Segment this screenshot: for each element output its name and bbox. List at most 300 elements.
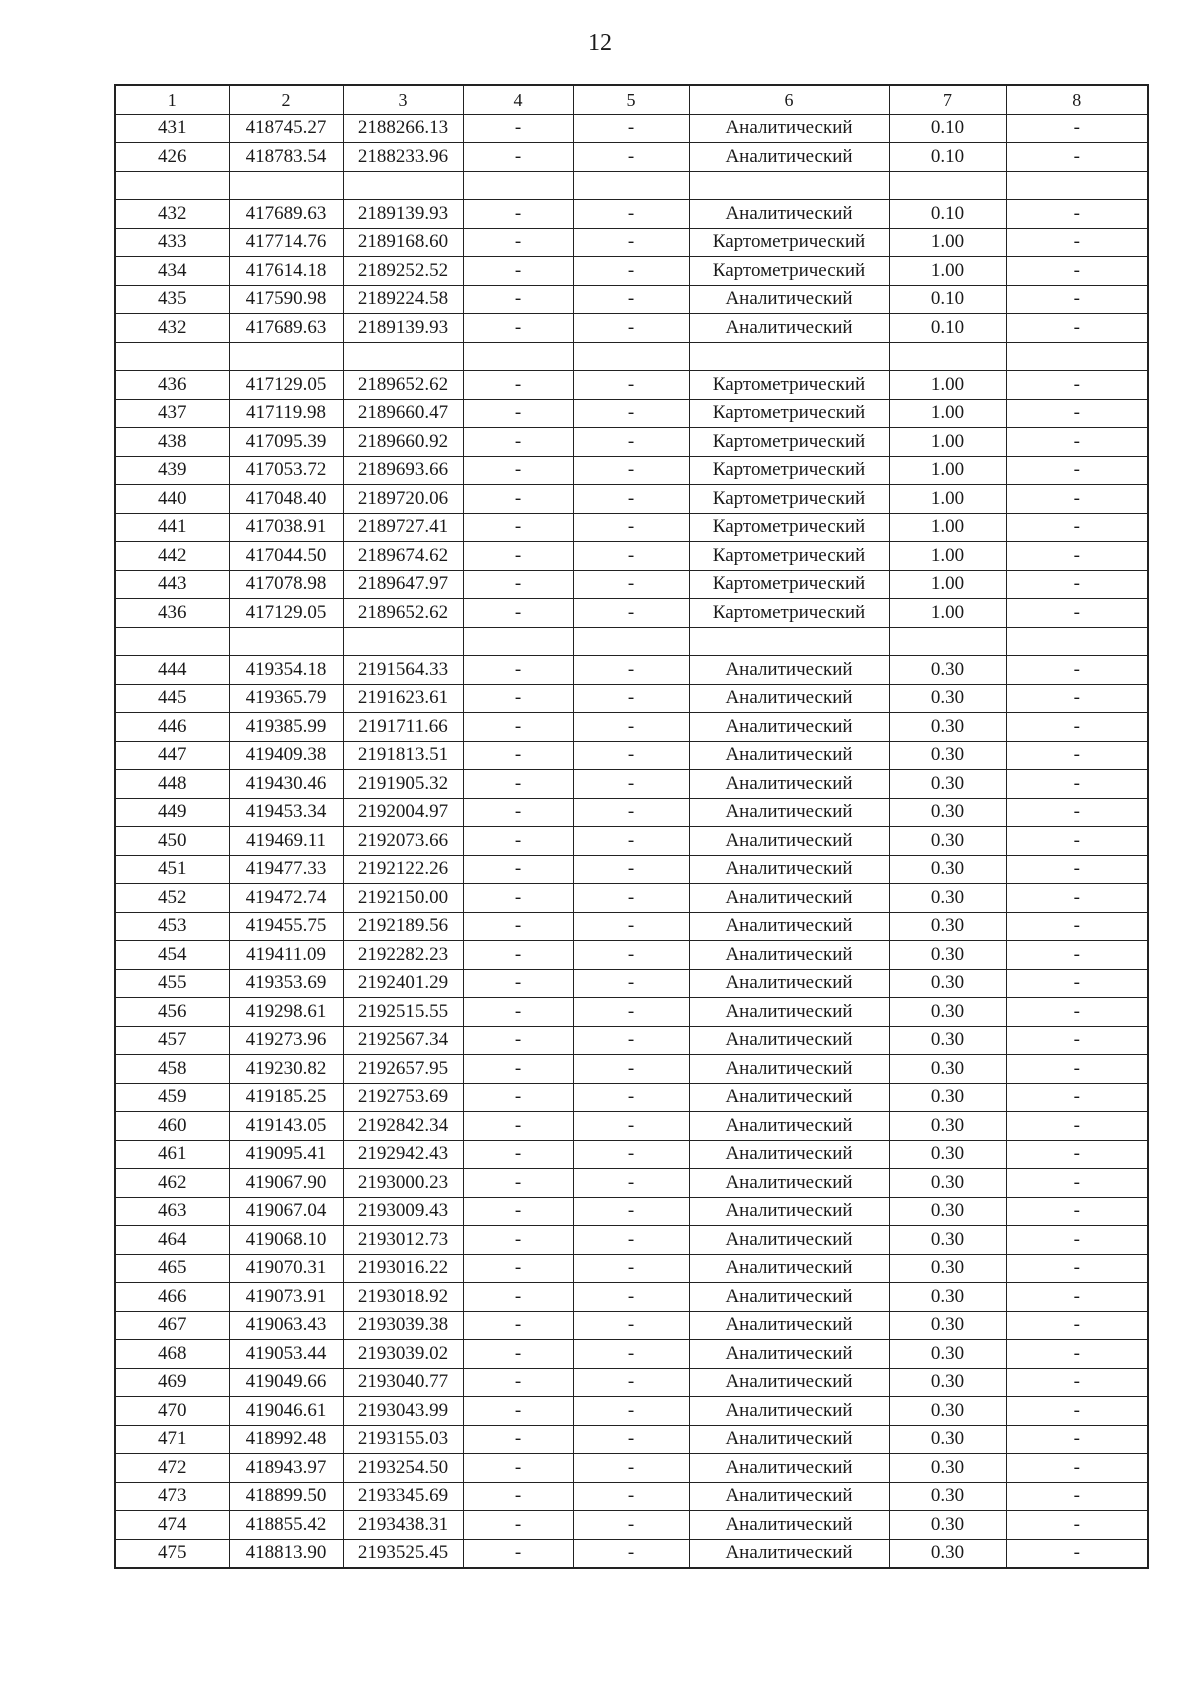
- method-cell: Аналитический: [689, 713, 889, 742]
- y-coordinate-cell: 2191564.33: [343, 656, 463, 685]
- point-number-cell: 456: [115, 998, 229, 1027]
- point-number-cell: 439: [115, 456, 229, 485]
- col5-cell: -: [573, 741, 689, 770]
- col5-cell: -: [573, 200, 689, 229]
- method-cell: Аналитический: [689, 1368, 889, 1397]
- x-coordinate-cell: 417590.98: [229, 285, 343, 314]
- x-coordinate-cell: 419298.61: [229, 998, 343, 1027]
- col8-cell: -: [1006, 371, 1148, 400]
- col4-cell: -: [463, 1340, 573, 1369]
- accuracy-cell: 0.30: [889, 741, 1006, 770]
- col4-cell: -: [463, 456, 573, 485]
- y-coordinate-cell: 2193345.69: [343, 1482, 463, 1511]
- col4-cell: -: [463, 570, 573, 599]
- accuracy-cell: 1.00: [889, 570, 1006, 599]
- point-number-cell: 465: [115, 1254, 229, 1283]
- point-number-cell: 453: [115, 912, 229, 941]
- col5-cell: -: [573, 1197, 689, 1226]
- col4-cell: -: [463, 713, 573, 742]
- x-coordinate-cell: 417119.98: [229, 399, 343, 428]
- x-coordinate-cell: 419353.69: [229, 969, 343, 998]
- y-coordinate-cell: 2188266.13: [343, 114, 463, 143]
- table-body: [115, 114, 1148, 1568]
- method-cell: Аналитический: [689, 798, 889, 827]
- table-row: [115, 114, 1148, 143]
- col4-cell: -: [463, 770, 573, 799]
- accuracy-cell: 1.00: [889, 542, 1006, 571]
- y-coordinate-cell: 2192189.56: [343, 912, 463, 941]
- y-coordinate-cell: 2193254.50: [343, 1454, 463, 1483]
- point-number-cell: 433: [115, 228, 229, 257]
- x-coordinate-cell: 419365.79: [229, 684, 343, 713]
- x-coordinate-cell: 417038.91: [229, 513, 343, 542]
- method-cell: Аналитический: [689, 1083, 889, 1112]
- method-cell: [689, 627, 889, 656]
- table-row: [115, 314, 1148, 343]
- col4-cell: -: [463, 1254, 573, 1283]
- y-coordinate-cell: 2192657.95: [343, 1055, 463, 1084]
- col5-cell: -: [573, 941, 689, 970]
- y-coordinate-cell: 2189652.62: [343, 371, 463, 400]
- table-row: [115, 257, 1148, 286]
- col5-cell: -: [573, 1482, 689, 1511]
- table-row: [115, 1169, 1148, 1198]
- x-coordinate-cell: 419453.34: [229, 798, 343, 827]
- method-cell: Аналитический: [689, 1511, 889, 1540]
- table-row: [115, 1283, 1148, 1312]
- col8-cell: -: [1006, 485, 1148, 514]
- x-coordinate-cell: 419073.91: [229, 1283, 343, 1312]
- method-cell: [689, 342, 889, 371]
- col8-cell: -: [1006, 1368, 1148, 1397]
- y-coordinate-cell: 2189168.60: [343, 228, 463, 257]
- accuracy-cell: 0.30: [889, 1397, 1006, 1426]
- point-number-cell: 457: [115, 1026, 229, 1055]
- accuracy-cell: 0.10: [889, 285, 1006, 314]
- col8-cell: -: [1006, 1311, 1148, 1340]
- x-coordinate-cell: 417129.05: [229, 599, 343, 628]
- y-coordinate-cell: 2192401.29: [343, 969, 463, 998]
- accuracy-cell: 0.30: [889, 1311, 1006, 1340]
- method-cell: Аналитический: [689, 969, 889, 998]
- table-row: [115, 1311, 1148, 1340]
- point-number-cell: 444: [115, 656, 229, 685]
- point-number-cell: 437: [115, 399, 229, 428]
- col4-cell: -: [463, 1226, 573, 1255]
- x-coordinate-cell: 418992.48: [229, 1425, 343, 1454]
- col5-cell: -: [573, 1511, 689, 1540]
- col8-cell: -: [1006, 684, 1148, 713]
- col5-cell: -: [573, 456, 689, 485]
- y-coordinate-cell: 2193016.22: [343, 1254, 463, 1283]
- point-number-cell: 440: [115, 485, 229, 514]
- point-number-cell: 455: [115, 969, 229, 998]
- col8-cell: -: [1006, 941, 1148, 970]
- accuracy-cell: 0.30: [889, 1083, 1006, 1112]
- col4-cell: -: [463, 599, 573, 628]
- method-cell: Аналитический: [689, 1539, 889, 1568]
- method-cell: Аналитический: [689, 1311, 889, 1340]
- table-row: [115, 1140, 1148, 1169]
- table-row: [115, 542, 1148, 571]
- y-coordinate-cell: 2189252.52: [343, 257, 463, 286]
- x-coordinate-cell: 419430.46: [229, 770, 343, 799]
- col5-cell: -: [573, 969, 689, 998]
- col8-cell: -: [1006, 542, 1148, 571]
- method-cell: Аналитический: [689, 770, 889, 799]
- y-coordinate-cell: 2192150.00: [343, 884, 463, 913]
- col4-cell: -: [463, 485, 573, 514]
- col5-cell: -: [573, 713, 689, 742]
- x-coordinate-cell: 419070.31: [229, 1254, 343, 1283]
- col4-cell: -: [463, 1112, 573, 1141]
- accuracy-cell: 0.30: [889, 1026, 1006, 1055]
- accuracy-cell: [889, 627, 1006, 656]
- table-row: [115, 1425, 1148, 1454]
- accuracy-cell: [889, 342, 1006, 371]
- y-coordinate-cell: 2192282.23: [343, 941, 463, 970]
- y-coordinate-cell: 2192942.43: [343, 1140, 463, 1169]
- point-number-cell: 443: [115, 570, 229, 599]
- col8-cell: -: [1006, 1539, 1148, 1568]
- col4-cell: -: [463, 884, 573, 913]
- col8-cell: -: [1006, 1454, 1148, 1483]
- y-coordinate-cell: 2191711.66: [343, 713, 463, 742]
- column-header-5: 5: [573, 85, 689, 114]
- col5-cell: -: [573, 1539, 689, 1568]
- point-number-cell: 473: [115, 1482, 229, 1511]
- col8-cell: -: [1006, 1112, 1148, 1141]
- y-coordinate-cell: 2191813.51: [343, 741, 463, 770]
- x-coordinate-cell: 419477.33: [229, 855, 343, 884]
- table-row: [115, 741, 1148, 770]
- col5-cell: -: [573, 485, 689, 514]
- accuracy-cell: 0.10: [889, 114, 1006, 143]
- accuracy-cell: 1.00: [889, 599, 1006, 628]
- y-coordinate-cell: 2192567.34: [343, 1026, 463, 1055]
- method-cell: Аналитический: [689, 684, 889, 713]
- table-row: [115, 656, 1148, 685]
- point-number-cell: 434: [115, 257, 229, 286]
- col5-cell: -: [573, 1368, 689, 1397]
- col4-cell: -: [463, 1197, 573, 1226]
- col8-cell: [1006, 342, 1148, 371]
- method-cell: Аналитический: [689, 1169, 889, 1198]
- table-row: [115, 428, 1148, 457]
- y-coordinate-cell: 2192073.66: [343, 827, 463, 856]
- col8-cell: [1006, 171, 1148, 200]
- col8-cell: -: [1006, 1425, 1148, 1454]
- point-number-cell: 474: [115, 1511, 229, 1540]
- column-header-2: 2: [229, 85, 343, 114]
- col5-cell: -: [573, 114, 689, 143]
- table-row: [115, 1112, 1148, 1141]
- method-cell: Картометрический: [689, 513, 889, 542]
- col4-cell: -: [463, 1169, 573, 1198]
- y-coordinate-cell: 2189720.06: [343, 485, 463, 514]
- col8-cell: -: [1006, 741, 1148, 770]
- col5-cell: -: [573, 314, 689, 343]
- table-row: [115, 200, 1148, 229]
- x-coordinate-cell: 419049.66: [229, 1368, 343, 1397]
- method-cell: Картометрический: [689, 599, 889, 628]
- table-row: [115, 969, 1148, 998]
- accuracy-cell: 1.00: [889, 513, 1006, 542]
- col5-cell: -: [573, 1055, 689, 1084]
- accuracy-cell: 0.30: [889, 1539, 1006, 1568]
- col4-cell: -: [463, 1454, 573, 1483]
- x-coordinate-cell: 418745.27: [229, 114, 343, 143]
- point-number-cell: 447: [115, 741, 229, 770]
- method-cell: Картометрический: [689, 570, 889, 599]
- y-coordinate-cell: 2193040.77: [343, 1368, 463, 1397]
- point-number-cell: 441: [115, 513, 229, 542]
- table-row: [115, 143, 1148, 172]
- col8-cell: -: [1006, 399, 1148, 428]
- method-cell: Аналитический: [689, 912, 889, 941]
- col5-cell: -: [573, 257, 689, 286]
- point-number-cell: 446: [115, 713, 229, 742]
- col8-cell: -: [1006, 143, 1148, 172]
- col8-cell: -: [1006, 114, 1148, 143]
- point-number-cell: 438: [115, 428, 229, 457]
- x-coordinate-cell: 417044.50: [229, 542, 343, 571]
- col5-cell: -: [573, 656, 689, 685]
- col4-cell: -: [463, 1397, 573, 1426]
- y-coordinate-cell: 2193009.43: [343, 1197, 463, 1226]
- col4-cell: -: [463, 285, 573, 314]
- point-number-cell: 431: [115, 114, 229, 143]
- point-number-cell: 432: [115, 200, 229, 229]
- col5-cell: -: [573, 570, 689, 599]
- point-number-cell: 471: [115, 1425, 229, 1454]
- table-row: [115, 570, 1148, 599]
- col5-cell: -: [573, 1083, 689, 1112]
- accuracy-cell: 1.00: [889, 485, 1006, 514]
- col5-cell: -: [573, 285, 689, 314]
- col5-cell: -: [573, 1340, 689, 1369]
- y-coordinate-cell: 2191623.61: [343, 684, 463, 713]
- column-header-1: 1: [115, 85, 229, 114]
- col4-cell: -: [463, 428, 573, 457]
- col8-cell: -: [1006, 1140, 1148, 1169]
- x-coordinate-cell: 418783.54: [229, 143, 343, 172]
- point-number-cell: [115, 342, 229, 371]
- x-coordinate-cell: 417048.40: [229, 485, 343, 514]
- point-number-cell: 451: [115, 855, 229, 884]
- col5-cell: -: [573, 798, 689, 827]
- col5-cell: -: [573, 770, 689, 799]
- point-number-cell: 450: [115, 827, 229, 856]
- x-coordinate-cell: 417053.72: [229, 456, 343, 485]
- table-row: [115, 1254, 1148, 1283]
- x-coordinate-cell: 419067.04: [229, 1197, 343, 1226]
- col4-cell: -: [463, 855, 573, 884]
- y-coordinate-cell: 2193155.03: [343, 1425, 463, 1454]
- y-coordinate-cell: 2192753.69: [343, 1083, 463, 1112]
- col8-cell: -: [1006, 656, 1148, 685]
- table-row: [115, 485, 1148, 514]
- col5-cell: -: [573, 428, 689, 457]
- x-coordinate-cell: 417078.98: [229, 570, 343, 599]
- col8-cell: -: [1006, 1511, 1148, 1540]
- x-coordinate-cell: 419354.18: [229, 656, 343, 685]
- table-row: [115, 371, 1148, 400]
- col8-cell: -: [1006, 257, 1148, 286]
- table-row: [115, 342, 1148, 371]
- method-cell: Картометрический: [689, 228, 889, 257]
- col5-cell: -: [573, 1226, 689, 1255]
- col8-cell: -: [1006, 1226, 1148, 1255]
- table-header: [115, 85, 1148, 114]
- method-cell: Аналитический: [689, 1397, 889, 1426]
- col5-cell: -: [573, 1454, 689, 1483]
- x-coordinate-cell: 419469.11: [229, 827, 343, 856]
- col8-cell: -: [1006, 969, 1148, 998]
- method-cell: Аналитический: [689, 1112, 889, 1141]
- point-number-cell: 445: [115, 684, 229, 713]
- col8-cell: -: [1006, 570, 1148, 599]
- y-coordinate-cell: 2193039.02: [343, 1340, 463, 1369]
- point-number-cell: 461: [115, 1140, 229, 1169]
- point-number-cell: 468: [115, 1340, 229, 1369]
- y-coordinate-cell: 2189139.93: [343, 314, 463, 343]
- accuracy-cell: 0.30: [889, 1368, 1006, 1397]
- col5-cell: -: [573, 542, 689, 571]
- col5-cell: -: [573, 855, 689, 884]
- x-coordinate-cell: 418813.90: [229, 1539, 343, 1568]
- point-number-cell: 466: [115, 1283, 229, 1312]
- col4-cell: -: [463, 1283, 573, 1312]
- accuracy-cell: 0.30: [889, 798, 1006, 827]
- accuracy-cell: 0.30: [889, 827, 1006, 856]
- y-coordinate-cell: 2189647.97: [343, 570, 463, 599]
- point-number-cell: 460: [115, 1112, 229, 1141]
- method-cell: Картометрический: [689, 257, 889, 286]
- col8-cell: -: [1006, 1283, 1148, 1312]
- col4-cell: -: [463, 1311, 573, 1340]
- col4-cell: -: [463, 399, 573, 428]
- accuracy-cell: 0.30: [889, 969, 1006, 998]
- y-coordinate-cell: 2192122.26: [343, 855, 463, 884]
- coordinates-table: [114, 84, 1149, 1569]
- accuracy-cell: 0.30: [889, 998, 1006, 1027]
- col5-cell: -: [573, 371, 689, 400]
- x-coordinate-cell: 418855.42: [229, 1511, 343, 1540]
- col5-cell: -: [573, 884, 689, 913]
- accuracy-cell: 1.00: [889, 371, 1006, 400]
- col5-cell: -: [573, 684, 689, 713]
- col4-cell: -: [463, 1140, 573, 1169]
- x-coordinate-cell: 419230.82: [229, 1055, 343, 1084]
- point-number-cell: 442: [115, 542, 229, 571]
- accuracy-cell: 0.30: [889, 1197, 1006, 1226]
- y-coordinate-cell: 2192515.55: [343, 998, 463, 1027]
- y-coordinate-cell: [343, 171, 463, 200]
- col8-cell: -: [1006, 228, 1148, 257]
- y-coordinate-cell: 2191905.32: [343, 770, 463, 799]
- method-cell: Аналитический: [689, 884, 889, 913]
- col4-cell: -: [463, 1055, 573, 1084]
- col8-cell: -: [1006, 1169, 1148, 1198]
- point-number-cell: 472: [115, 1454, 229, 1483]
- table-row: [115, 1340, 1148, 1369]
- y-coordinate-cell: 2193000.23: [343, 1169, 463, 1198]
- col4-cell: [463, 627, 573, 656]
- point-number-cell: 464: [115, 1226, 229, 1255]
- column-header-3: 3: [343, 85, 463, 114]
- point-number-cell: 426: [115, 143, 229, 172]
- col4-cell: -: [463, 542, 573, 571]
- method-cell: Картометрический: [689, 428, 889, 457]
- point-number-cell: [115, 627, 229, 656]
- x-coordinate-cell: [229, 627, 343, 656]
- accuracy-cell: 0.30: [889, 1425, 1006, 1454]
- x-coordinate-cell: 419411.09: [229, 941, 343, 970]
- col5-cell: -: [573, 1140, 689, 1169]
- x-coordinate-cell: 419053.44: [229, 1340, 343, 1369]
- y-coordinate-cell: [343, 342, 463, 371]
- method-cell: Аналитический: [689, 1425, 889, 1454]
- point-number-cell: 448: [115, 770, 229, 799]
- col4-cell: -: [463, 656, 573, 685]
- col5-cell: -: [573, 143, 689, 172]
- col4-cell: -: [463, 684, 573, 713]
- col4-cell: [463, 171, 573, 200]
- col4-cell: -: [463, 1539, 573, 1568]
- accuracy-cell: 0.30: [889, 941, 1006, 970]
- method-cell: Аналитический: [689, 1254, 889, 1283]
- method-cell: Аналитический: [689, 285, 889, 314]
- x-coordinate-cell: 419385.99: [229, 713, 343, 742]
- accuracy-cell: [889, 171, 1006, 200]
- y-coordinate-cell: 2189693.66: [343, 456, 463, 485]
- col8-cell: -: [1006, 1340, 1148, 1369]
- accuracy-cell: 0.30: [889, 1340, 1006, 1369]
- y-coordinate-cell: 2193039.38: [343, 1311, 463, 1340]
- col5-cell: -: [573, 998, 689, 1027]
- column-header-4: 4: [463, 85, 573, 114]
- method-cell: Аналитический: [689, 1140, 889, 1169]
- x-coordinate-cell: 419067.90: [229, 1169, 343, 1198]
- y-coordinate-cell: 2189727.41: [343, 513, 463, 542]
- accuracy-cell: 0.30: [889, 713, 1006, 742]
- y-coordinate-cell: 2189224.58: [343, 285, 463, 314]
- col4-cell: -: [463, 1026, 573, 1055]
- table-row: [115, 1454, 1148, 1483]
- table-row: [115, 399, 1148, 428]
- col5-cell: -: [573, 1169, 689, 1198]
- table-row: [115, 1482, 1148, 1511]
- y-coordinate-cell: 2188233.96: [343, 143, 463, 172]
- col8-cell: -: [1006, 200, 1148, 229]
- table-row: [115, 798, 1148, 827]
- col8-cell: -: [1006, 1482, 1148, 1511]
- col4-cell: -: [463, 513, 573, 542]
- y-coordinate-cell: 2193018.92: [343, 1283, 463, 1312]
- table-row: [115, 770, 1148, 799]
- method-cell: Аналитический: [689, 114, 889, 143]
- x-coordinate-cell: 419046.61: [229, 1397, 343, 1426]
- x-coordinate-cell: 417689.63: [229, 314, 343, 343]
- y-coordinate-cell: 2193525.45: [343, 1539, 463, 1568]
- method-cell: Аналитический: [689, 1055, 889, 1084]
- col8-cell: -: [1006, 428, 1148, 457]
- col5-cell: [573, 342, 689, 371]
- table-row: [115, 627, 1148, 656]
- x-coordinate-cell: 417689.63: [229, 200, 343, 229]
- y-coordinate-cell: 2193438.31: [343, 1511, 463, 1540]
